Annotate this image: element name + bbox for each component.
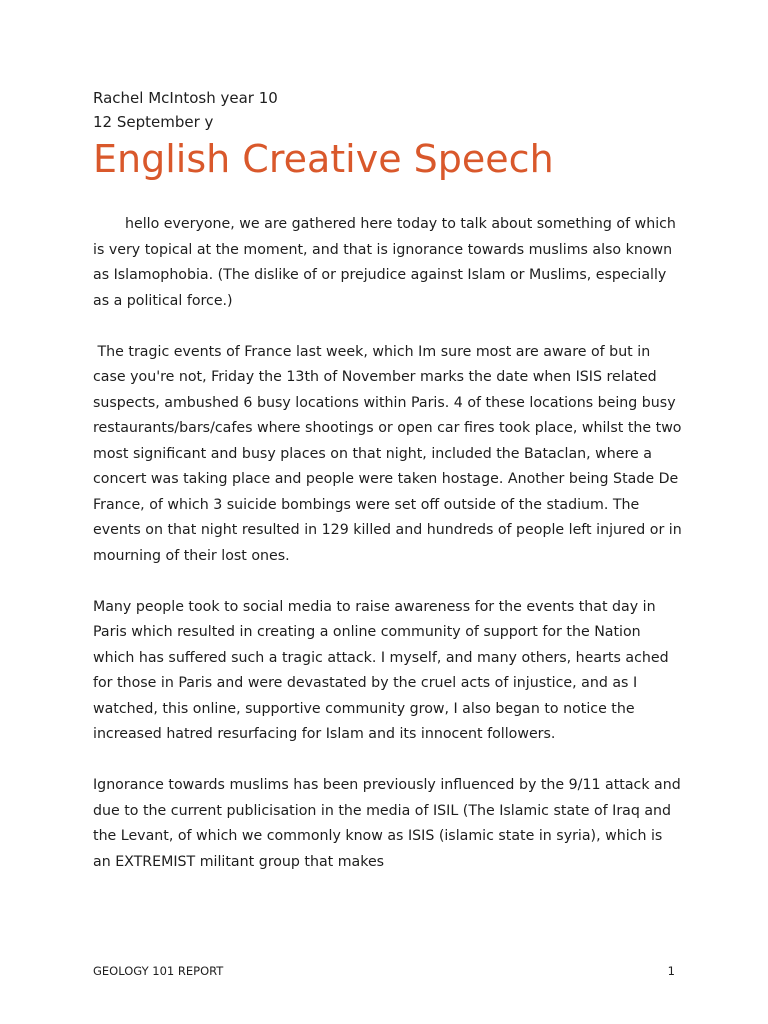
author-block — [93, 86, 278, 134]
paragraph-paris-events: The tragic events of France last week, which Im sure most are aware of but in case you're not, Friday the 13th of November marks the date when ISIS related suspects, ambushed 6 busy locations within Paris. 4 of these locations being busy restaurants/bars/cafes where shootings or open car fires took place, whilst the two most significant and busy places on that night, included the Bataclan, where a concert was taking place and people were taken hostage. Another being Stade De France, of which 3 suicide bombings were set off outside of the stadium. The events on that night resulted in 129 killed and hundreds of people left injured or in mourning of their lost ones. — [93, 343, 687, 564]
author-line: Rachel McIntosh year 10 — [93, 89, 278, 107]
page-footer — [93, 963, 675, 979]
page-number: 1 — [667, 964, 675, 978]
paragraph-ignorance: Ignorance towards muslims has been previously influenced by the 9/11 attack and due to the current publicisation in the media of ISIL (The Islamic state of Iraq and the Levant, of which we commonly know as ISIS (islamic state in syria), which is an EXTREMIST militant group that makes — [93, 777, 681, 870]
paragraph-intro: hello everyone, we are gathered here today to talk about something of which is very topical at the moment, and that is ignorance towards muslims also known as Islamophobia. (The dislike of or prejudice against Islam or Muslims, especially as a political force.) — [93, 216, 676, 309]
footer-label: GEOLOGY 101 REPORT — [93, 964, 224, 978]
document-title: English Creative Speech — [93, 137, 554, 181]
paragraph-social-media: Many people took to social media to raise awareness for the events that day in Paris which resulted in creating a online community of support for the Nation which has suffered such a tragic attack. I myself, and many others, hearts ached for those in Paris and were devastated by the cruel acts of injustice, and as I watched, this online, supportive community grow, I also began to notice the increased hatred resurfacing for Islam and its innocent followers. — [93, 598, 669, 742]
document-body — [93, 212, 687, 901]
date-line: 12 September y — [93, 113, 214, 131]
